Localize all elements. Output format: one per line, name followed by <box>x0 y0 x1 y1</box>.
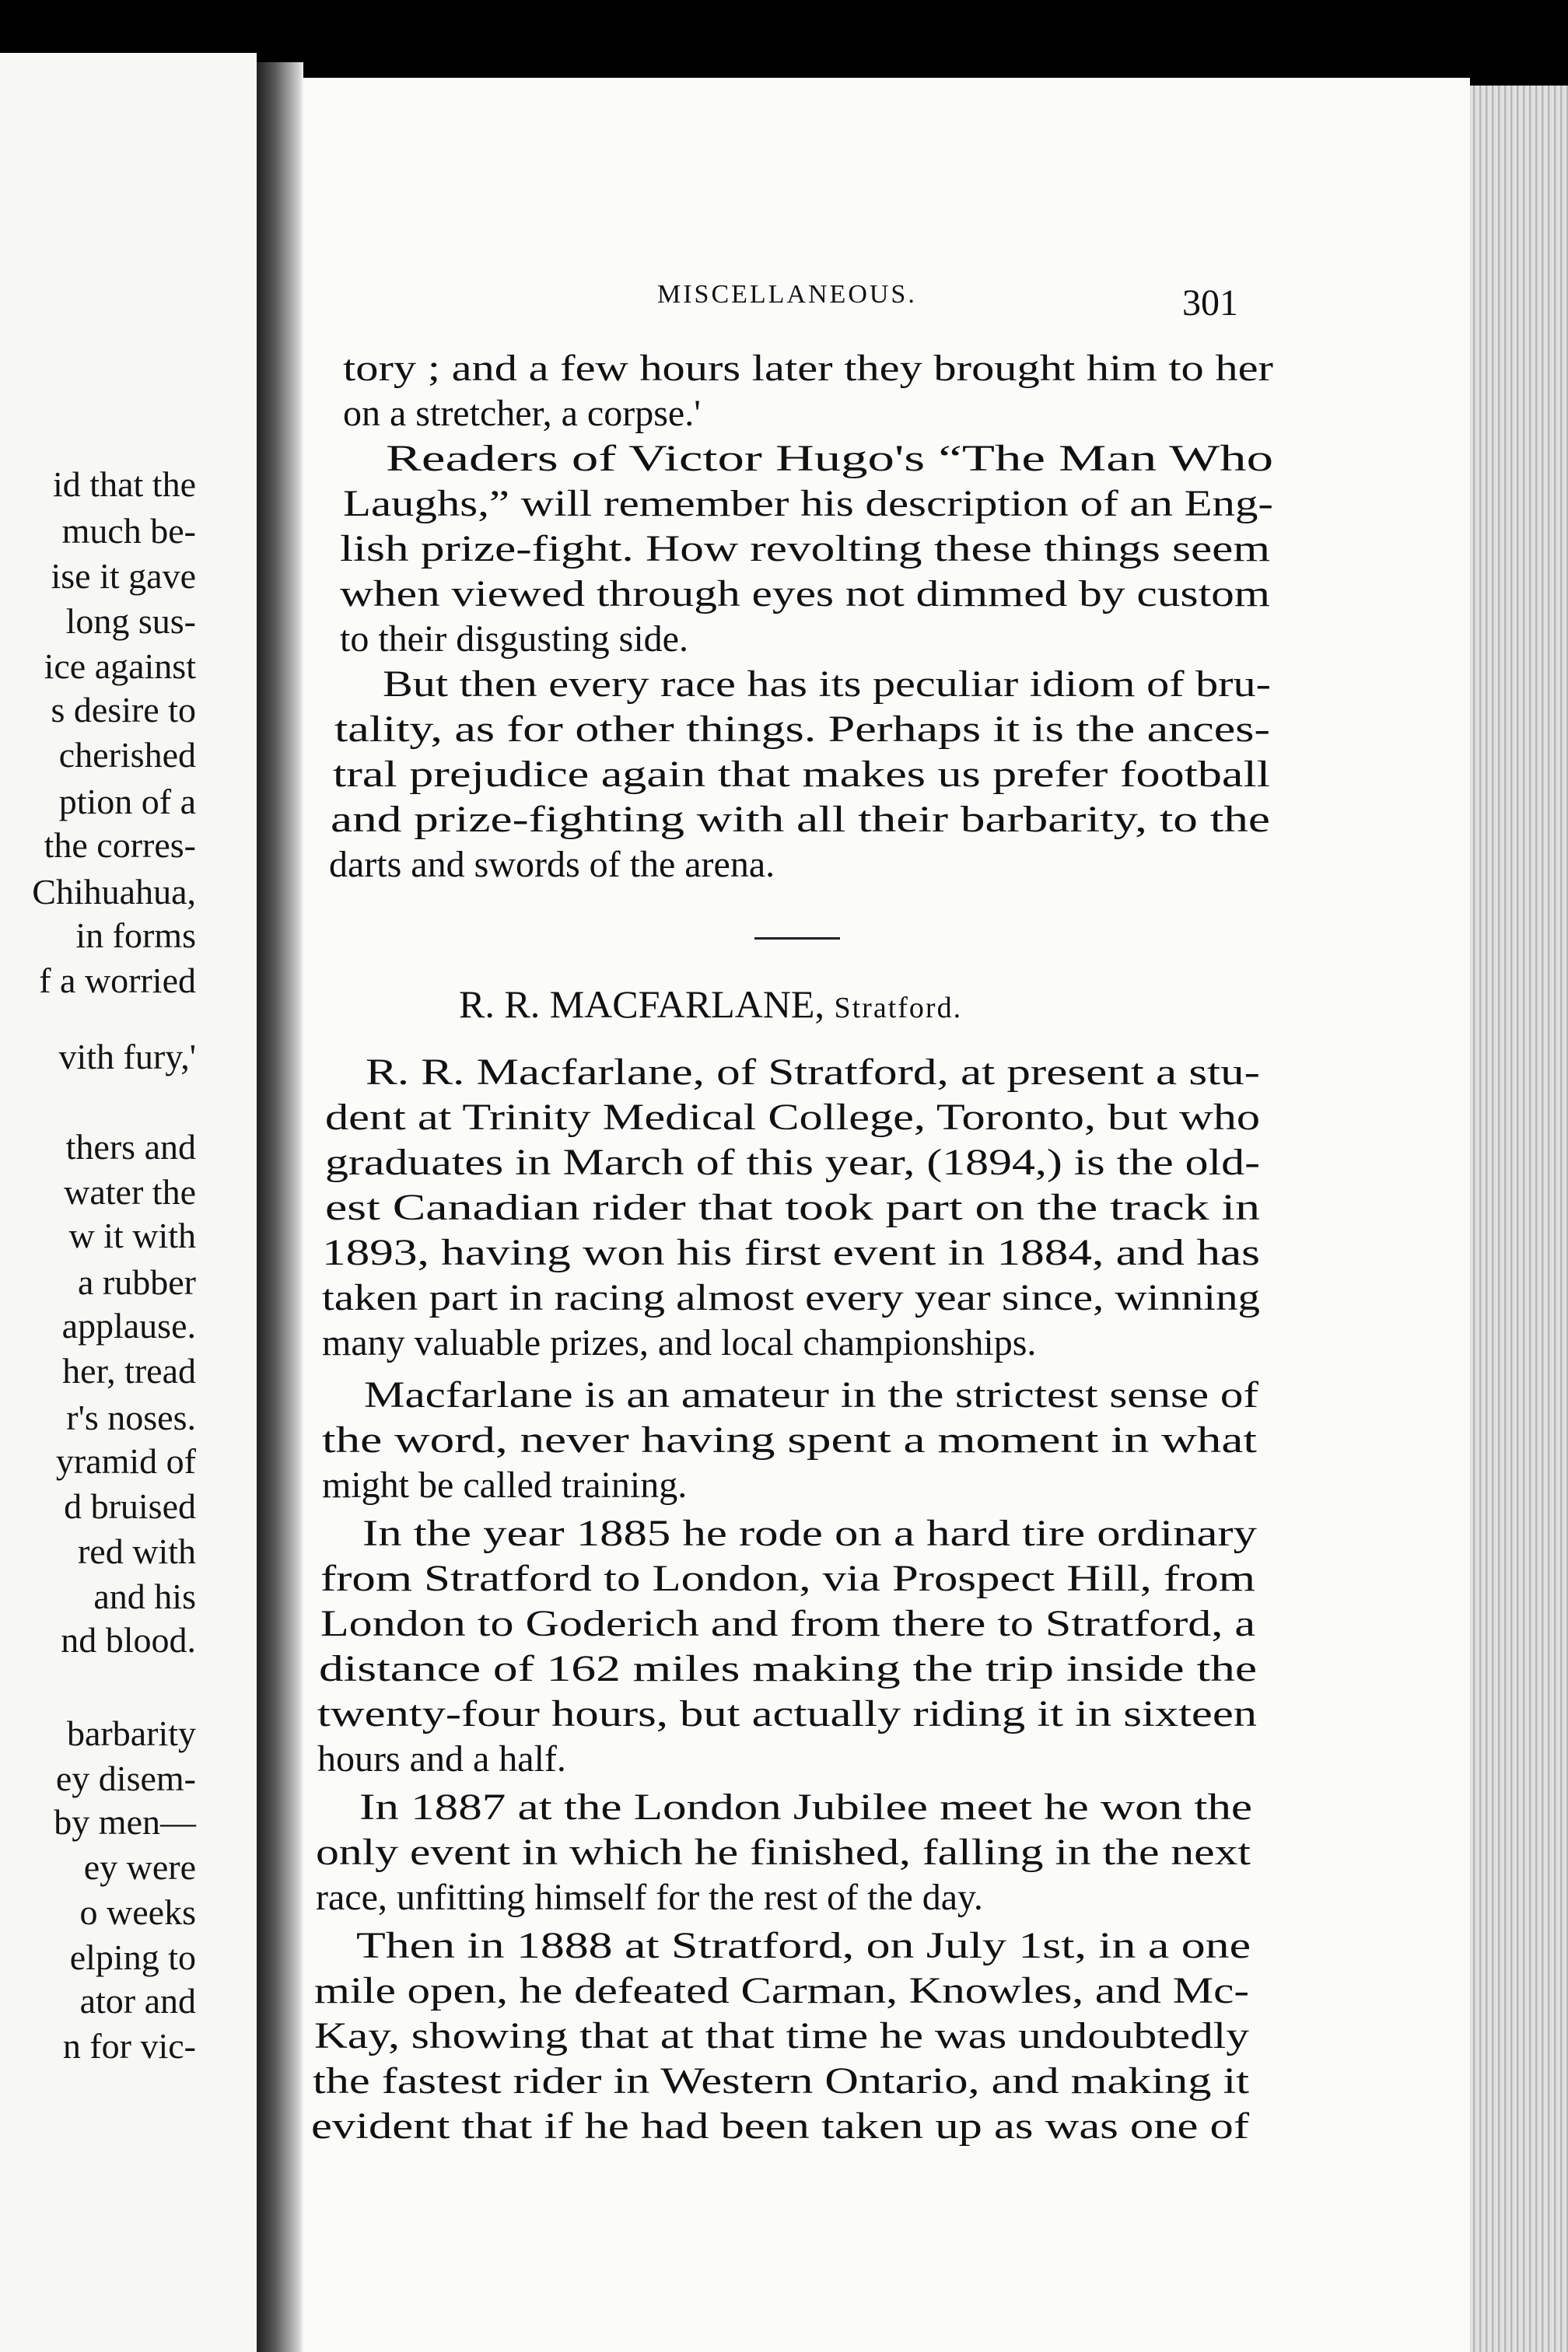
paragraph-first-line: R. R. Macfarlane, of Stratford, at present a stu- <box>366 1052 1260 1093</box>
left-page-line: d bruised <box>64 1486 196 1526</box>
left-page-line: a rubber <box>78 1262 196 1302</box>
left-page-line: red with <box>77 1531 196 1571</box>
page-edges <box>1470 86 1568 2352</box>
text-line: Laughs,” will remember his description of an Eng- <box>343 483 1273 524</box>
text-line: London to Goderich and from there to Stratford, a <box>320 1603 1255 1644</box>
text-line: dent at Trinity Medical College, Toronto, but who <box>325 1097 1260 1138</box>
running-head: MISCELLANEOUS. <box>657 280 917 309</box>
left-page-line: s desire to <box>51 690 196 730</box>
text-line: 1893, having won his first event in 1884, and has <box>322 1232 1260 1273</box>
left-page-line: id that the <box>53 464 196 504</box>
left-page-line: vith fury,' <box>58 1037 196 1076</box>
paragraph-first-line: Readers of Victor Hugo's “The Man Who <box>386 438 1273 479</box>
left-page-line: and his <box>93 1577 196 1616</box>
text-line: when viewed through eyes not dimmed by custom <box>340 573 1270 614</box>
paragraph-first-line: But then every race has its peculiar idiom of bru- <box>383 663 1271 705</box>
left-page-line: ey disem- <box>55 1759 196 1798</box>
text-line: tory ; and a few hours later they brought him to her <box>343 348 1273 389</box>
text-line: twenty-four hours, but actually riding it in sixteen <box>317 1693 1257 1734</box>
left-page-line: r's noses. <box>66 1398 196 1437</box>
left-page-line: water the <box>64 1172 196 1212</box>
left-page-line: yramid of <box>55 1441 196 1481</box>
text-line: and prize-fighting with all their barbarity, to the <box>331 799 1270 840</box>
left-page-line: o weeks <box>79 1892 196 1932</box>
left-page-line: n for vic- <box>62 2026 196 2066</box>
text-line: graduates in March of this year, (1894,) is the old- <box>325 1142 1260 1183</box>
text-line: mile open, he defeated Carman, Knowles, and Mc- <box>314 1970 1249 2011</box>
page-number: 301 <box>1182 282 1238 324</box>
text-line: hours and a half. <box>317 1738 566 1780</box>
text-line: evident that if he had been taken up as was one of <box>311 2105 1249 2147</box>
left-page-line: by men— <box>54 1802 196 1842</box>
paragraph-first-line: In 1887 at the London Jubilee meet he won the <box>359 1787 1252 1828</box>
left-page-line: ey were <box>83 1847 196 1887</box>
text-line: tality, as for other things. Perhaps it is the ances- <box>334 709 1270 750</box>
text-line: the fastest rider in Western Ontario, and making it <box>313 2060 1249 2102</box>
text-line: only event in which he finished, falling in the next <box>316 1832 1251 1873</box>
left-page-line: much be- <box>61 511 196 551</box>
text-line: might be called training. <box>322 1465 688 1506</box>
left-page-line: barbarity <box>66 1713 196 1753</box>
left-page-line: ise it gave <box>51 556 196 596</box>
text-line: Kay, showing that at that time he was undoubtedly <box>314 2015 1249 2056</box>
text-line: tral prejudice again that makes us prefer football <box>333 754 1270 795</box>
left-page-line: ption of a <box>58 782 196 821</box>
paragraph-first-line: In the year 1885 he rode on a hard tire ordinary <box>362 1513 1257 1554</box>
text-line: from Stratford to London, via Prospect Hill, from <box>320 1558 1255 1599</box>
left-page-line: ice against <box>44 646 196 686</box>
left-page-line: w it with <box>68 1216 196 1255</box>
paragraph-first-line: Then in 1888 at Stratford, on July 1st, in a one <box>356 1925 1251 1966</box>
left-page-line: long sus- <box>65 601 196 641</box>
left-page-line: f a worried <box>39 961 196 1000</box>
left-page-line: cherished <box>58 735 196 775</box>
section-heading <box>459 982 962 1027</box>
text-line: taken part in racing almost every year since, winning <box>322 1277 1260 1318</box>
section-heading-place: Stratford. <box>834 992 963 1024</box>
left-page-line: in forms <box>75 915 196 955</box>
left-page-line: ator and <box>79 1981 196 2021</box>
left-page-line: thers and <box>65 1127 196 1167</box>
text-line: the word, never having spent a moment in what <box>322 1419 1257 1461</box>
section-divider-rule <box>754 937 840 940</box>
text-line: est Canadian rider that took part on the track in <box>325 1187 1260 1228</box>
paragraph-first-line: Macfarlane is an amateur in the strictest sense of <box>364 1374 1258 1416</box>
left-page-line: elping to <box>69 1937 196 1977</box>
text-line: lish prize-fight. How revolting these things seem <box>340 528 1270 569</box>
text-line: many valuable prizes, and local championships. <box>322 1322 1037 1363</box>
left-page-line: Chihuahua, <box>32 872 196 912</box>
section-heading-name: R. R. MACFARLANE, <box>459 982 824 1026</box>
text-line: on a stretcher, a corpse.' <box>343 393 701 434</box>
left-page-line: the corres- <box>44 825 196 865</box>
text-line: darts and swords of the arena. <box>329 844 775 885</box>
left-page-line: her, tread <box>62 1351 196 1391</box>
text-line: race, unfitting himself for the rest of the day. <box>316 1877 983 1918</box>
book-gutter <box>257 62 303 2352</box>
left-facing-page <box>0 53 257 2352</box>
left-page-line: applause. <box>61 1306 196 1346</box>
text-line: distance of 162 miles making the trip inside the <box>319 1648 1257 1689</box>
text-line: to their disgusting side. <box>340 618 688 660</box>
left-page-line: nd blood. <box>61 1620 196 1660</box>
